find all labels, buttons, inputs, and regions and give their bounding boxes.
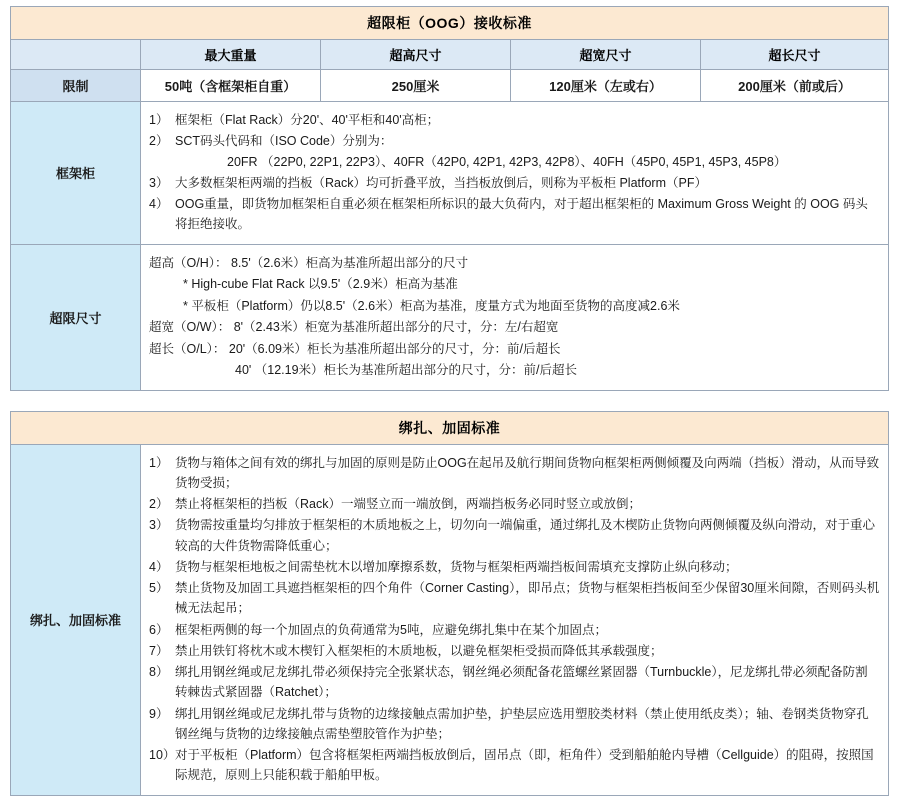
over-length-line-40: 40' （12.19米）柜长为基准所超出部分的尺寸，分：前/后超长 xyxy=(235,363,578,377)
list-text: 框架柜两侧的每一个加固点的负荷通常为5吨，应避免绑扎集中在某个加固点； xyxy=(175,622,607,637)
list-text: 对于平板柜（Platform）包含将框架柜两端挡板放倒后，固吊点（即，柜角件）受到船舶舱内导槽（Cellguide）的阻碍，按照国际规范，原则上只能积载于船舶甲板。 xyxy=(175,748,874,783)
list-text: 货物与框架柜地板之间需垫枕木以增加摩擦系数，货物与框架柜两端挡板间需填充支撑防止纵向移动； xyxy=(175,559,738,574)
table1-title: 超限柜（OOG）接收标准 xyxy=(11,7,889,40)
iso-code-line: 20FR （22P0, 22P1, 22P3）、40FR（42P0, 42P1, 42P3, 42P8）、40FH（45P0, 45P1, 45P3, 45P8） xyxy=(227,154,787,169)
list-item xyxy=(149,494,880,514)
table1-header-over-width: 超宽尺寸 xyxy=(511,40,701,70)
over-height-note-platform: * 平板柜（Platform）仍以8.5'（2.6米）柜高为基准，度量方式为地面至货物的高度减2.6米 xyxy=(183,298,680,313)
limit-over-width: 120厘米（左或右） xyxy=(511,70,701,102)
list-number: 4） xyxy=(149,559,169,574)
over-limit-label: 超限尺寸 xyxy=(11,244,141,390)
lashing-label: 绑扎、加固标准 xyxy=(11,444,141,795)
list-number: 6） xyxy=(149,622,169,637)
table1-header-over-height: 超高尺寸 xyxy=(321,40,511,70)
list-text: 货物需按重量均匀排放于框架柜的木质地板之上，切勿向一端偏重，通过绑扎及木楔防止货物向两侧倾覆及纵向滑动，对于重心较高的大件货物需降低重心； xyxy=(175,518,876,553)
list-number: 8） xyxy=(149,665,169,679)
table2-body-row xyxy=(11,444,889,795)
list-item xyxy=(149,194,880,235)
limit-max-weight: 50吨（含框架柜自重） xyxy=(141,70,321,102)
list-item xyxy=(149,704,880,745)
list-number: 1） xyxy=(149,455,169,470)
limit-row-label: 限制 xyxy=(11,70,141,102)
limit-over-height: 250厘米 xyxy=(321,70,511,102)
list-item xyxy=(149,515,880,556)
list-item xyxy=(149,453,880,494)
table2-title-row xyxy=(11,411,889,444)
table1-limit-row xyxy=(11,70,889,102)
list-item xyxy=(149,131,880,172)
list-number: 2） xyxy=(149,134,169,149)
over-limit-content xyxy=(141,244,889,390)
list-item xyxy=(149,110,880,130)
over-width-line: 超宽（O/W）： 8'（2.43米）柜宽为基准所超出部分的尺寸，分：左/右超宽 xyxy=(149,320,559,334)
list-number: 10） xyxy=(149,748,176,762)
over-height-line: 超高（O/H）： 8.5'（2.6米）柜高为基准所超出部分的尺寸 xyxy=(149,255,469,270)
list-item xyxy=(149,578,880,619)
list-number: 4） xyxy=(149,197,169,211)
list-number: 7） xyxy=(149,643,169,658)
table1-header-blank xyxy=(11,40,141,70)
over-limit-row xyxy=(11,244,889,390)
table1-header-over-length: 超长尺寸 xyxy=(701,40,889,70)
table1-header-max-weight: 最大重量 xyxy=(141,40,321,70)
list-item xyxy=(149,173,880,193)
list-text: 禁止货物及加固工具遮挡框架柜的四个角件（Corner Casting），即吊点；货物与框架柜挡板间至少保留30厘米间隙，否则码头机械无法起吊； xyxy=(175,581,880,616)
list-item xyxy=(149,620,880,640)
list-item xyxy=(149,745,880,786)
limit-over-length: 200厘米（前或后） xyxy=(701,70,889,102)
list-item xyxy=(149,641,880,661)
table2-title: 绑扎、加固标准 xyxy=(11,411,889,444)
lashing-content xyxy=(141,444,889,795)
list-number: 3） xyxy=(149,518,169,533)
list-text: OOG重量，即货物加框架柜自重必须在框架柜所标识的最大负荷内，对于超出框架柜的 Maximum Gross Weight 的 OOG 码头将拒绝接收。 xyxy=(175,197,868,232)
list-text: 绑扎用钢丝绳或尼龙绑扎带与货物的边缘接触点需加护垫，护垫层应选用塑胶类材料（禁止使用纸皮类）；轴、卷钢类货物穿孔钢丝绳与货物的边缘接触点需垫塑胶管作为护垫； xyxy=(175,706,869,741)
list-number: 1） xyxy=(149,113,169,127)
list-number: 3） xyxy=(149,175,169,190)
frame-rack-label: 框架柜 xyxy=(11,102,141,245)
list-number: 9） xyxy=(149,706,169,721)
list-item xyxy=(149,662,880,703)
over-length-line-20: 超长（O/L）： 20'（6.09米）柜长为基准所超出部分的尺寸，分：前/后超长 xyxy=(149,341,561,356)
lashing-reinforcement-standard-table xyxy=(10,411,889,796)
list-number: 5） xyxy=(149,581,169,595)
table1-header-row xyxy=(11,40,889,70)
list-text: 禁止用铁钉将枕木或木楔钉入框架柜的木质地板，以避免框架柜受损而降低其承载强度； xyxy=(175,643,663,658)
list-text: 货物与箱体之间有效的绑扎与加固的原则是防止OOG在起吊及航行期间货物向框架柜两侧倾覆及向两端（挡板）滑动，从而导致货物受损； xyxy=(175,455,880,490)
table-gap xyxy=(10,391,888,411)
list-number: 2） xyxy=(149,497,169,511)
table1-title-row xyxy=(11,7,889,40)
list-item xyxy=(149,557,880,577)
over-height-note-hc: * High-cube Flat Rack 以9.5'（2.9米）柜高为基准 xyxy=(183,277,458,291)
frame-rack-row xyxy=(11,102,889,245)
list-text: SCT码头代码和（ISO Code）分别为： xyxy=(175,134,393,149)
list-text: 大多数框架柜两端的挡板（Rack）均可折叠平放，当挡板放倒后，则称为平板柜 Platform（PF） xyxy=(175,175,707,190)
list-text: 禁止将框架柜的挡板（Rack）一端竖立而一端放倒，两端挡板务必同时竖立或放倒； xyxy=(175,497,641,511)
list-text: 绑扎用钢丝绳或尼龙绑扎带必须保持完全张紧状态，钢丝绳必须配备花篮螺丝紧固器（Turnbuckle），尼龙绑扎带必须配备防割转棘齿式紧固器（Ratchet）； xyxy=(175,665,868,700)
list-text: 框架柜（Flat Rack）分20'、40'平柜和40'高柜； xyxy=(175,113,440,127)
frame-rack-content xyxy=(141,102,889,245)
oog-acceptance-standard-table xyxy=(10,6,889,391)
